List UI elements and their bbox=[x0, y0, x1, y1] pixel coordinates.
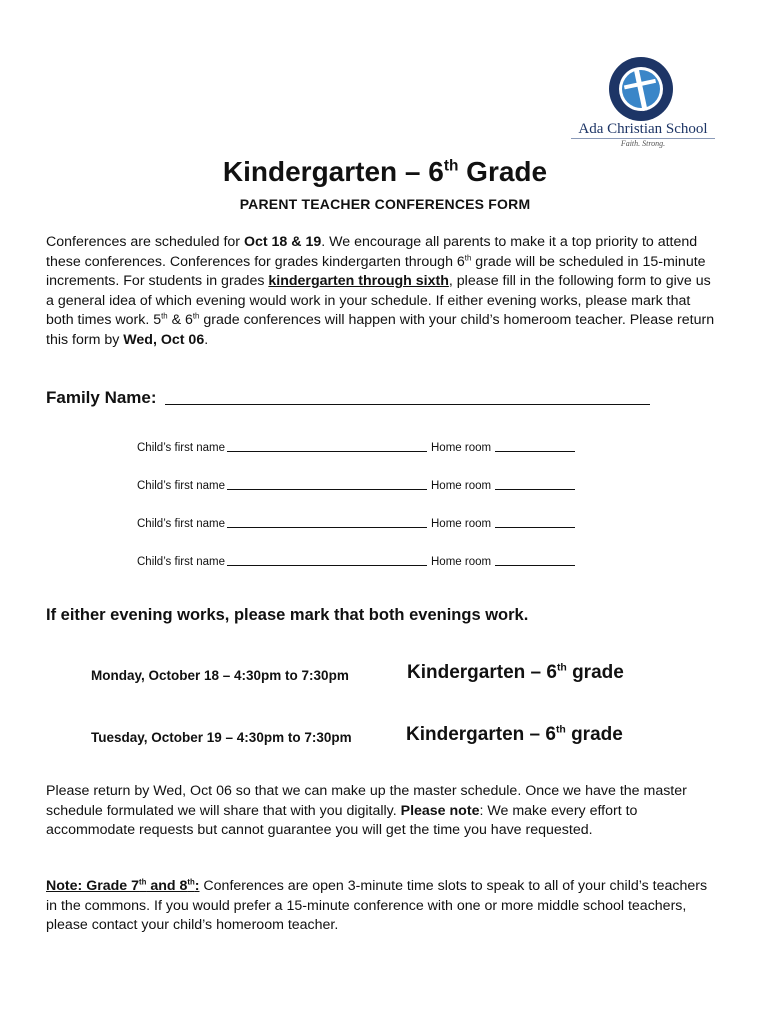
intro-paragraph: Conferences are scheduled for Oct 18 & 19. We encourage all parents to make it a top priority to attend these conferences. Conferences for grades kindergarten through 6th grade will be scheduled in 15-minute increments. For students in grades kindergarten through sixth, please fill in the following form to give us a general idea of which evening would work in your schedule. If either evening works, please mark that both times work. 5th & 6th grade conferences will happen with your child’s homeroom teacher. Please return this form by Wed, Oct 06. bbox=[46, 234, 715, 348]
family-name-label: Family Name: bbox=[46, 388, 157, 407]
child-row: Child’s first name Home room bbox=[137, 442, 575, 454]
family-name-field bbox=[46, 388, 650, 408]
note-label: Note: Grade 7th and 8th: bbox=[46, 877, 200, 894]
child-name-input[interactable] bbox=[227, 489, 427, 490]
home-room-input[interactable] bbox=[495, 565, 575, 566]
home-room-input[interactable] bbox=[495, 527, 575, 528]
child-name-input[interactable] bbox=[227, 451, 427, 452]
form-subtitle: PARENT TEACHER CONFERENCES FORM bbox=[239, 196, 531, 212]
school-logo bbox=[563, 55, 723, 150]
tuesday-option-grade: Kindergarten – 6th grade bbox=[406, 724, 623, 745]
child-row: Child’s first name Home room bbox=[137, 518, 575, 530]
monday-option-grade: Kindergarten – 6th grade bbox=[407, 662, 624, 683]
return-note-paragraph: Please return by Wed, Oct 06 so that we can make up the master schedule. Once we have the master schedule formulated we will share that with you digitally. Please note: We make every effort to accommodate requests but cannot guarantee you will get the time you have requested. bbox=[46, 783, 687, 838]
school-name: Ada Christian School bbox=[578, 121, 708, 137]
either-evening-instruction: If either evening works, please mark that both evenings work. bbox=[46, 606, 529, 624]
middle-school-note: Note: Grade 7th and 8th: Conferences are open 3-minute time slots to speak to all of your child’s teachers in the commons. If you would prefer a 15-minute conference with one or more middle school teachers, please contact your child’s homeroom teacher. bbox=[46, 877, 708, 933]
child-row: Child’s first name Home room bbox=[137, 480, 575, 492]
tuesday-option-time[interactable]: Tuesday, October 19 – 4:30pm to 7:30pm bbox=[91, 730, 352, 745]
home-room-input[interactable] bbox=[495, 451, 575, 452]
page-title: Kindergarten – 6th Grade bbox=[222, 156, 548, 187]
child-row: Child’s first name Home room bbox=[137, 556, 575, 568]
home-room-input[interactable] bbox=[495, 489, 575, 490]
monday-option-time[interactable]: Monday, October 18 – 4:30pm to 7:30pm bbox=[91, 668, 349, 683]
child-name-input[interactable] bbox=[227, 527, 427, 528]
school-tagline: Faith. Strong. bbox=[620, 139, 666, 148]
cross-emblem-icon bbox=[607, 55, 675, 123]
family-name-input[interactable] bbox=[165, 404, 650, 405]
child-name-input[interactable] bbox=[227, 565, 427, 566]
